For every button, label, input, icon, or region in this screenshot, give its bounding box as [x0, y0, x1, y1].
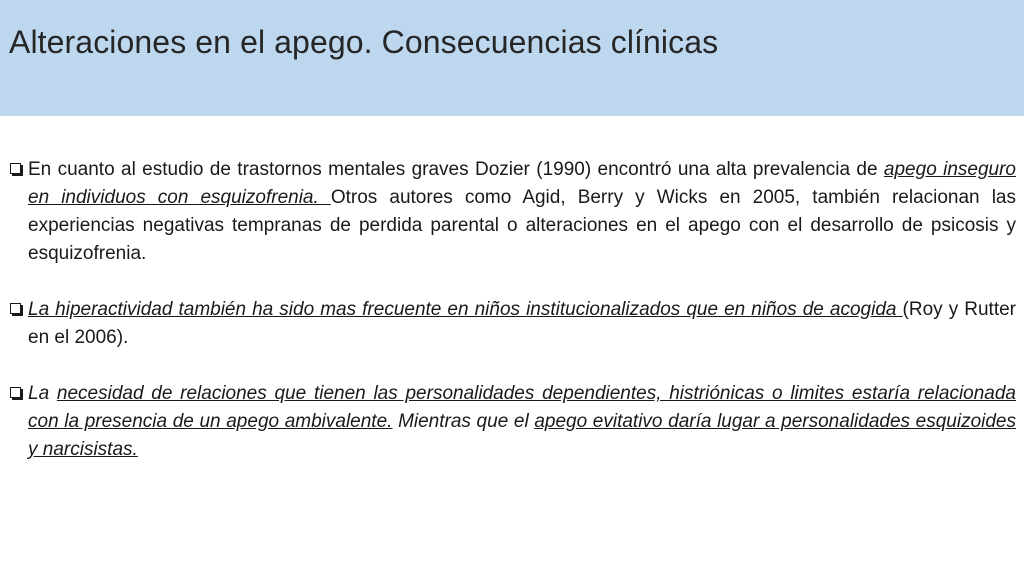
checkbox-bullet-icon: [10, 387, 21, 398]
slide-title: Alteraciones en el apego. Consecuencias clínicas: [9, 24, 719, 60]
bullet-item: [8, 296, 1016, 352]
slide-body: [8, 156, 1016, 464]
title-band: [0, 0, 1024, 116]
bullet-item: [8, 380, 1016, 464]
bullet-text: En cuanto al estudio de trastornos mentales graves Dozier (1990) encontró una alta prevalencia de: [28, 159, 884, 180]
checkbox-bullet-icon: [10, 163, 21, 174]
bullet-emphasis: apego evitativo daría lugar a personalidades esquizoides y narcisistas.: [28, 411, 1017, 460]
bullet-emphasis: necesidad de relaciones que tienen las personalidades dependientes, histriónicas o limites estaría relacionada con la presencia de un apego ambivalente.: [28, 383, 1016, 432]
bullet-emphasis: apego inseguro en individuos con esquizofrenia.: [28, 159, 1017, 208]
checkbox-bullet-icon: [10, 303, 21, 314]
bullet-emphasis: La hiperactividad también ha sido mas frecuente en niños institucionalizados que en niños de acogida: [28, 299, 903, 320]
bullet-text: La: [28, 383, 57, 404]
bullet-text: Mientras que el: [392, 411, 535, 432]
bullet-item: [8, 156, 1016, 268]
bullet-citation: (Roy y Rutter en el 2006).: [28, 299, 1017, 348]
bullet-text: Otros autores como Agid, Berry y Wicks en 2005, también relacionan las experiencias negativas tempranas de perdida parental o alteraciones en el apego con el desarrollo de psicosis y esquizofrenia.: [28, 187, 1016, 264]
